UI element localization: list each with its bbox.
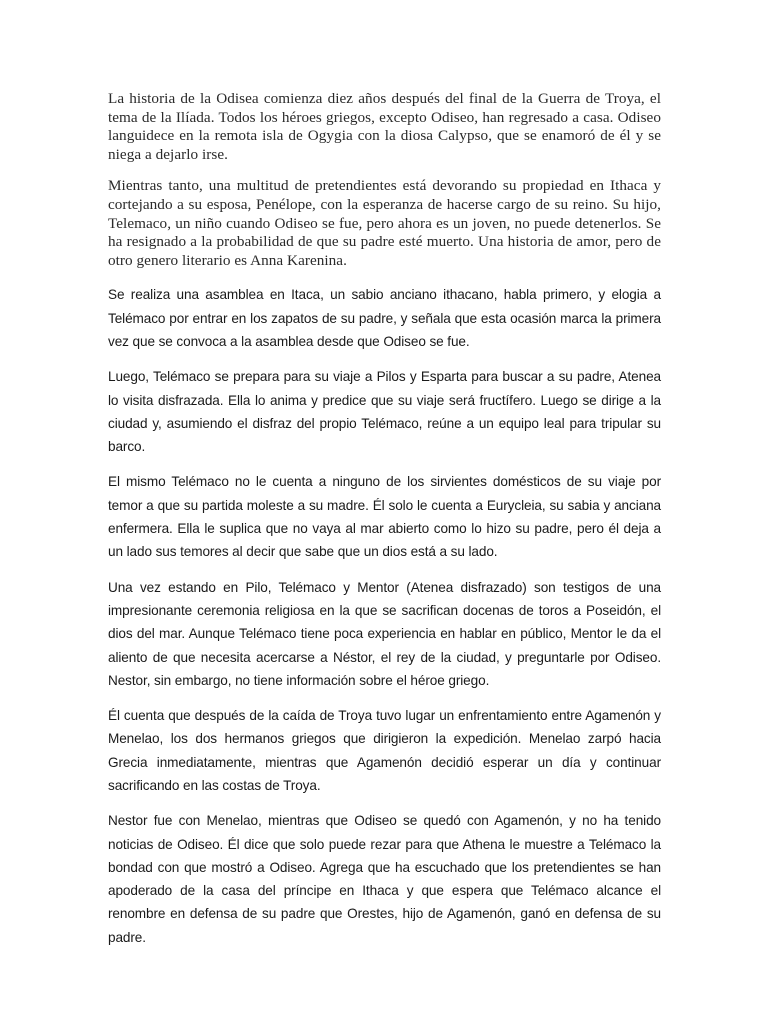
paragraph-2: Mientras tanto, una multitud de pretendientes está devorando su propiedad en Ithaca y cortejando a su esposa, Penélope, con la esperanza de hacerse cargo de su reino. Su hijo, Telemaco, un niño cuando Odiseo se fue, pero ahora es un joven, no puede detenerlos. Se ha resignado a la probabilidad de que su padre esté muerto. Una historia de amor, pero de otro genero literario es Anna Karenina. <box>108 177 661 269</box>
paragraph-5: El mismo Telémaco no le cuenta a ninguno de los sirvientes domésticos de su viaje por temor a que su partida moleste a su madre. Él solo le cuenta a Eurycleia, su sabia y anciana enfermera. Ella le suplica que no vaya al mar abierto como lo hizo su padre, pero él deja a un lado sus temores al decir que sabe que un dios está a su lado. <box>108 474 661 560</box>
paragraph-4: Luego, Telémaco se prepara para su viaje a Pilos y Esparta para buscar a su padre, Atenea lo visita disfrazada. Ella lo anima y predice que su viaje será fructífero. Luego se dirige a la ciudad y, asumiendo el disfraz del propio Telémaco, reúne a un equipo leal para tripular su barco. <box>108 369 661 455</box>
document-body <box>108 90 661 961</box>
paragraph-7: Él cuenta que después de la caída de Troya tuvo lugar un enfrentamiento entre Agamenón y Menelao, los dos hermanos griegos que dirigieron la expedición. Menelao zarpó hacia Grecia inmediatamente, mientras que Agamenón decidió esperar un día y continuar sacrificando en las costas de Troya. <box>108 708 661 793</box>
paragraph-8: Nestor fue con Menelao, mientras que Odiseo se quedó con Agamenón, y no ha tenido noticias de Odiseo. Él dice que solo puede rezar para que Athena le muestre a Telémaco la bondad con que mostró a Odiseo. Agrega que ha escuchado que los pretendientes se han apoderado de la casa del príncipe en Ithaca y que espera que Telémaco alcance el renombre en defensa de su padre que Orestes, hijo de Agamenón, ganó en defensa de su padre. <box>108 813 661 945</box>
paragraph-3: Se realiza una asamblea en Itaca, un sabio anciano ithacano, habla primero, y elogia a Telémaco por entrar en los zapatos de su padre, y señala que esta ocasión marca la primera vez que se convoca a la asamblea desde que Odiseo se fue. <box>108 287 661 349</box>
paragraph-6: Una vez estando en Pilo, Telémaco y Mentor (Atenea disfrazado) son testigos de una impresionante ceremonia religiosa en la que se sacrifican docenas de toros a Poseidón, el dios del mar. Aunque Telémaco tiene poca experiencia en hablar en público, Mentor le da el aliento de que necesita acercarse a Néstor, el rey de la ciudad, y preguntarle por Odiseo. Nestor, sin embargo, no tiene información sobre el héroe griego. <box>108 579 661 688</box>
paragraph-1: La historia de la Odisea comienza diez años después del final de la Guerra de Troya, el tema de la Ilíada. Todos los héroes griegos, excepto Odiseo, han regresado a casa. Odiseo languidece en la remota isla de Ogygia con la diosa Calypso, que se enamoró de él y se niega a dejarlo irse. <box>108 90 661 163</box>
